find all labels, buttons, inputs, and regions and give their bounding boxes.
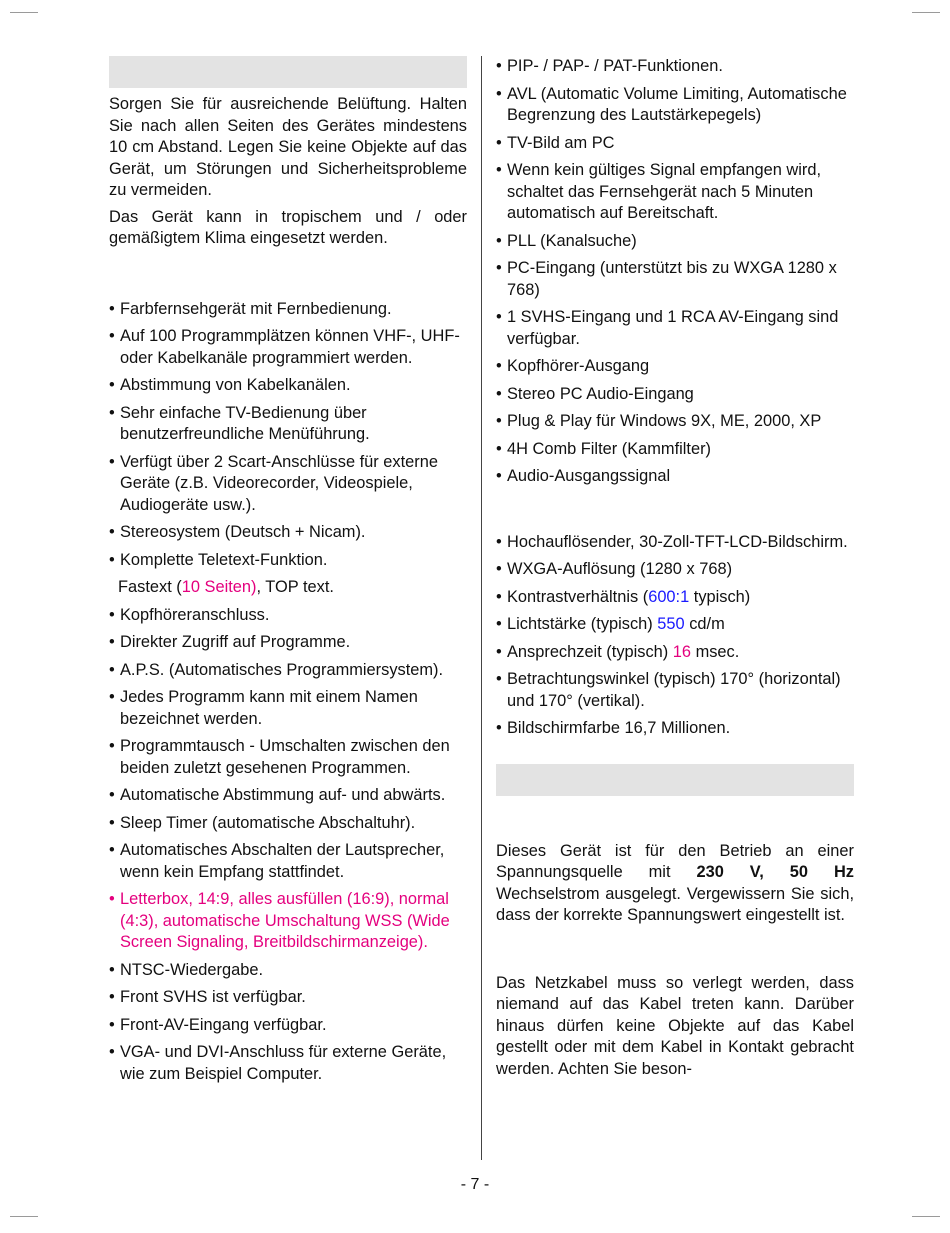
list-item: • Hochauflösender, 30-Zoll-TFT-LCD-Bildschirm.	[496, 532, 854, 554]
contrast-item: • Kontrastverhältnis (600:1 typisch)	[496, 587, 854, 609]
list-item: • PLL (Kanalsuche)	[496, 231, 854, 253]
list-item: • Sleep Timer (automatische Abschaltuhr).	[109, 813, 467, 835]
list-item: • WXGA-Auflösung (1280 x 768)	[496, 559, 854, 581]
list-item: • AVL (Automatic Volume Limiting, Automatische Begrenzung des Lautstärkepegels)	[496, 84, 854, 127]
voltage-spec: 230 V, 50 Hz	[696, 863, 854, 881]
list-item: • PIP- / PAP- / PAT-Funktionen.	[496, 56, 854, 78]
page-number: - 7 -	[460, 1176, 490, 1193]
list-item: • Verfügt über 2 Scart-Anschlüsse für externe Geräte (z.B. Videorecorder, Videospiele, Audiogeräte usw.).	[109, 452, 467, 517]
section-heading-bar	[109, 56, 467, 88]
list-item: • Komplette Teletext-Funktion.	[109, 550, 467, 572]
list-item: • Direkter Zugriff auf Programme.	[109, 632, 467, 654]
section-heading-bar-right	[496, 764, 854, 796]
list-item: • Automatisches Abschalten der Lautsprecher, wenn kein Empfang stattfindet.	[109, 840, 467, 883]
list-item: • TV-Bild am PC	[496, 133, 854, 155]
list-item: • VGA- und DVI-Anschluss für externe Geräte, wie zum Beispiel Computer.	[109, 1042, 467, 1085]
features-list-right	[496, 56, 854, 488]
list-item: • 4H Comb Filter (Kammfilter)	[496, 439, 854, 461]
crop-mark-bottom-right	[912, 1216, 940, 1217]
list-item: • Audio-Ausgangssignal	[496, 466, 854, 488]
list-item: • Automatische Abstimmung auf- und abwärts.	[109, 785, 467, 807]
response-value: 16	[672, 642, 692, 661]
list-item: • A.P.S. (Automatisches Programmiersystem).	[109, 660, 467, 682]
list-item: • PC-Eingang (unterstützt bis zu WXGA 1280 x 768)	[496, 258, 854, 301]
ventilation-paragraph: Sorgen Sie für ausreichende Belüftung. Halten Sie nach allen Seiten des Gerätes mindestens 10 cm Abstand. Legen Sie keine Objekte auf das Gerät, um Störungen und Sicherheitsprobleme zu vermeiden.	[109, 95, 467, 199]
contrast-value: 600:1	[648, 587, 690, 606]
list-item: • Stereosystem (Deutsch + Nicam).	[109, 522, 467, 544]
features-list-2	[109, 605, 467, 1086]
list-item: • Front-AV-Eingang verfügbar.	[109, 1015, 467, 1037]
brightness-item: • Lichtstärke (typisch) 550 cd/m	[496, 614, 854, 636]
brightness-value: 550	[657, 615, 685, 633]
list-item: • NTSC-Wiedergabe.	[109, 960, 467, 982]
response-item: • Ansprechzeit (typisch) 16 msec.	[496, 642, 854, 664]
list-item: • Stereo PC Audio-Eingang	[496, 384, 854, 406]
fastext-line: Fastext (10 Seiten), TOP text.	[118, 578, 334, 596]
list-item: • Jedes Programm kann mit einem Namen bezeichnet werden.	[109, 687, 467, 730]
list-item: • Farbfernsehgerät mit Fernbedienung.	[109, 299, 467, 321]
column-divider	[481, 56, 482, 1160]
list-item: • 1 SVHS-Eingang und 1 RCA AV-Eingang sind verfügbar.	[496, 307, 854, 350]
crop-mark-top-right	[912, 12, 940, 13]
list-item: • Abstimmung von Kabelkanälen.	[109, 375, 467, 397]
list-item: • Sehr einfache TV-Bedienung über benutzerfreundliche Menüführung.	[109, 403, 467, 446]
list-item: • Wenn kein gültiges Signal empfangen wird, schaltet das Fernsehgerät nach 5 Minuten automatisch auf Bereitschaft.	[496, 160, 854, 225]
list-item: • Betrachtungswinkel (typisch) 170° (horizontal) und 170° (vertikal).	[496, 669, 854, 712]
cable-paragraph: Das Netzkabel muss so verlegt werden, dass niemand auf das Kabel treten kann. Darüber hinaus dürfen keine Objekte auf das Kabel gestellt oder mit dem Kabel in Kontakt gebracht werden. Achten Sie beson-	[496, 973, 854, 1078]
fastext-pages: 10 Seiten)	[181, 578, 257, 596]
crop-mark-bottom-left	[10, 1216, 38, 1217]
list-item: • Kopfhöreranschluss.	[109, 605, 467, 627]
left-column	[109, 56, 467, 1091]
list-item: • Plug & Play für Windows 9X, ME, 2000, XP	[496, 411, 854, 433]
crop-mark-top-left	[10, 12, 38, 13]
panel-specs-list	[496, 532, 854, 740]
list-item: • Front SVHS ist verfügbar.	[109, 987, 467, 1009]
letterbox-item: • Letterbox, 14:9, alles ausfüllen (16:9), normal (4:3), automatische Umschaltung WSS (Wide Screen Signaling, Breitbildschirmanzeige).	[109, 889, 467, 954]
power-paragraph: Dieses Gerät ist für den Betrieb an einer Spannungsquelle mit 230 V, 50 Hz Wechselstrom ausgelegt. Vergewissern Sie sich, dass der korrekte Spannungswert eingestellt ist.	[496, 841, 854, 924]
list-item: • Auf 100 Programmplätzen können VHF-, UHF- oder Kabelkanäle programmiert werden.	[109, 326, 467, 369]
features-list	[109, 299, 467, 572]
right-column	[496, 56, 854, 1080]
list-item: • Programmtausch - Umschalten zwischen den beiden zuletzt gesehenen Programmen.	[109, 736, 467, 779]
list-item: • Bildschirmfarbe 16,7 Millionen.	[496, 718, 854, 740]
climate-paragraph: Das Gerät kann in tropischem und / oder gemäßigtem Klima eingesetzt werden.	[109, 207, 467, 247]
list-item: • Kopfhörer-Ausgang	[496, 356, 854, 378]
